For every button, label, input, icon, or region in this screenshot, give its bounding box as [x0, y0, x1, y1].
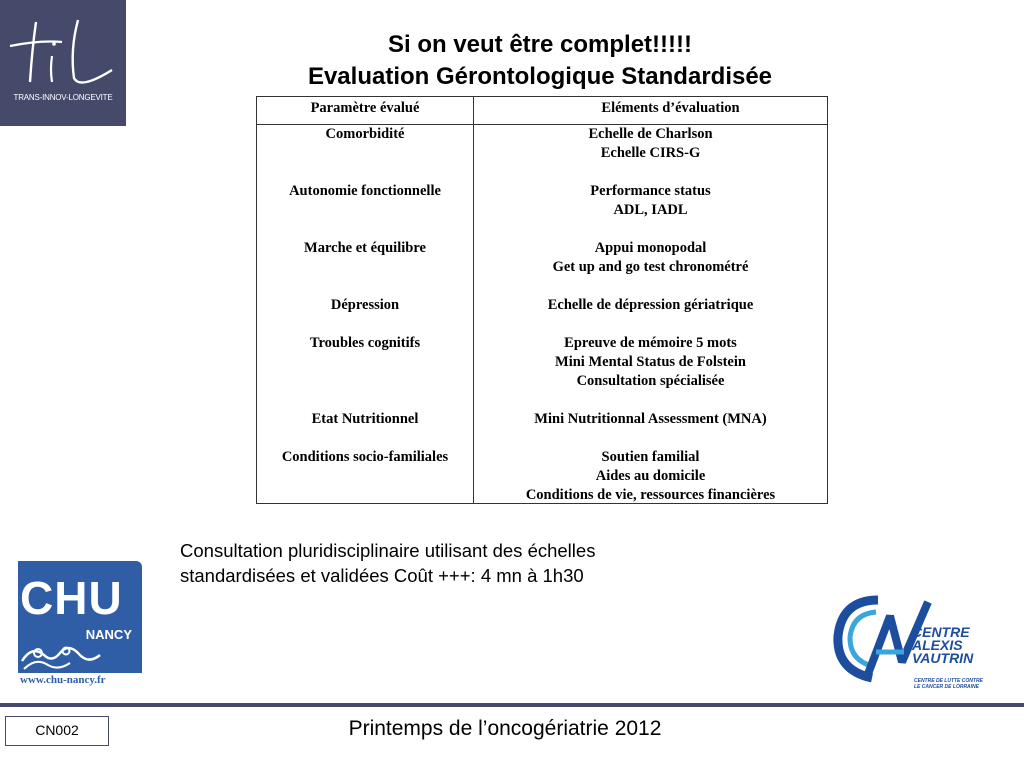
row-elements	[474, 296, 827, 315]
chu-nancy-logo	[18, 561, 142, 689]
row-element: Soutien familial	[601, 449, 700, 465]
slide-code: CN002	[5, 716, 109, 746]
slide-title-line2: Evaluation Gérontologique Standardisée	[307, 63, 773, 90]
row-element: Echelle de Charlson	[588, 126, 713, 142]
til-logo	[0, 0, 126, 126]
row-param: Dépression	[330, 297, 400, 313]
footer-text: Printemps de l’oncogériatrie 2012	[348, 717, 662, 740]
cav-logo-subtitle	[914, 678, 983, 690]
cav-small1: CENTRE DE LUTTE CONTRE	[914, 678, 983, 684]
chu-logo-url: www.chu-nancy.fr	[20, 674, 106, 686]
row-param: Etat Nutritionnel	[311, 411, 419, 427]
row-elements	[474, 182, 827, 220]
row-element: Aides au domicile	[595, 468, 706, 484]
row-element: Consultation spécialisée	[576, 373, 725, 389]
row-param: Marche et équilibre	[304, 240, 426, 256]
row-element: Echelle CIRS-G	[600, 145, 701, 161]
cav-line3: VAUTRIN	[912, 650, 974, 666]
row-element: Conditions de vie, ressources financières	[525, 487, 776, 503]
evaluation-table	[256, 96, 828, 504]
row-param: Conditions socio-familiales	[281, 449, 449, 465]
row-param: Autonomie fonctionnelle	[289, 183, 441, 199]
note-line1: Consultation pluridisciplinaire utilisant des échelles	[180, 540, 596, 561]
til-logo-mark	[0, 0, 126, 126]
row-element: Mini Nutritionnal Assessment (MNA)	[534, 411, 767, 427]
row-elements	[474, 410, 827, 429]
consultation-note	[180, 538, 740, 588]
row-element: Epreuve de mémoire 5 mots	[564, 335, 737, 351]
row-element: Performance status	[590, 183, 711, 199]
chu-ornament-icon	[18, 561, 142, 673]
table-header	[257, 97, 827, 125]
note-line2: standardisées et validées Coût +++: 4 mn à 1h30	[180, 565, 584, 586]
cav-small2: LE CANCER DE LORRAINE	[914, 684, 980, 690]
row-elements	[474, 334, 827, 391]
chu-logo-box	[18, 561, 142, 673]
row-element: Mini Mental Status de Folstein	[555, 354, 746, 370]
centre-alexis-vautrin-logo	[832, 592, 1012, 692]
footer-divider	[0, 703, 1024, 707]
row-param: Troubles cognitifs	[309, 335, 421, 351]
cav-line2: ALEXIS	[912, 637, 963, 653]
slide-title-line1: Si on veut être complet!!!!!	[387, 31, 693, 58]
header-param: Paramètre évalué	[310, 100, 420, 116]
row-element: Echelle de dépression gériatrique	[547, 297, 754, 313]
row-elements	[474, 448, 827, 505]
cav-line1: CENTRE	[912, 624, 970, 640]
chu-logo-name: CHU	[20, 572, 123, 624]
row-element: Get up and go test chronométré	[552, 259, 749, 275]
chu-logo-city: NANCY	[85, 627, 132, 642]
row-elements	[474, 239, 827, 277]
row-element: ADL, IADL	[613, 202, 688, 218]
til-tagline: TRANS-INNOV-LONGEVITE	[13, 93, 113, 102]
row-param: Comorbidité	[325, 126, 405, 142]
row-element: Appui monopodal	[594, 240, 707, 256]
cav-logo-name	[912, 626, 973, 665]
row-elements	[474, 125, 827, 163]
header-elements: Eléments d’évaluation	[601, 100, 740, 116]
